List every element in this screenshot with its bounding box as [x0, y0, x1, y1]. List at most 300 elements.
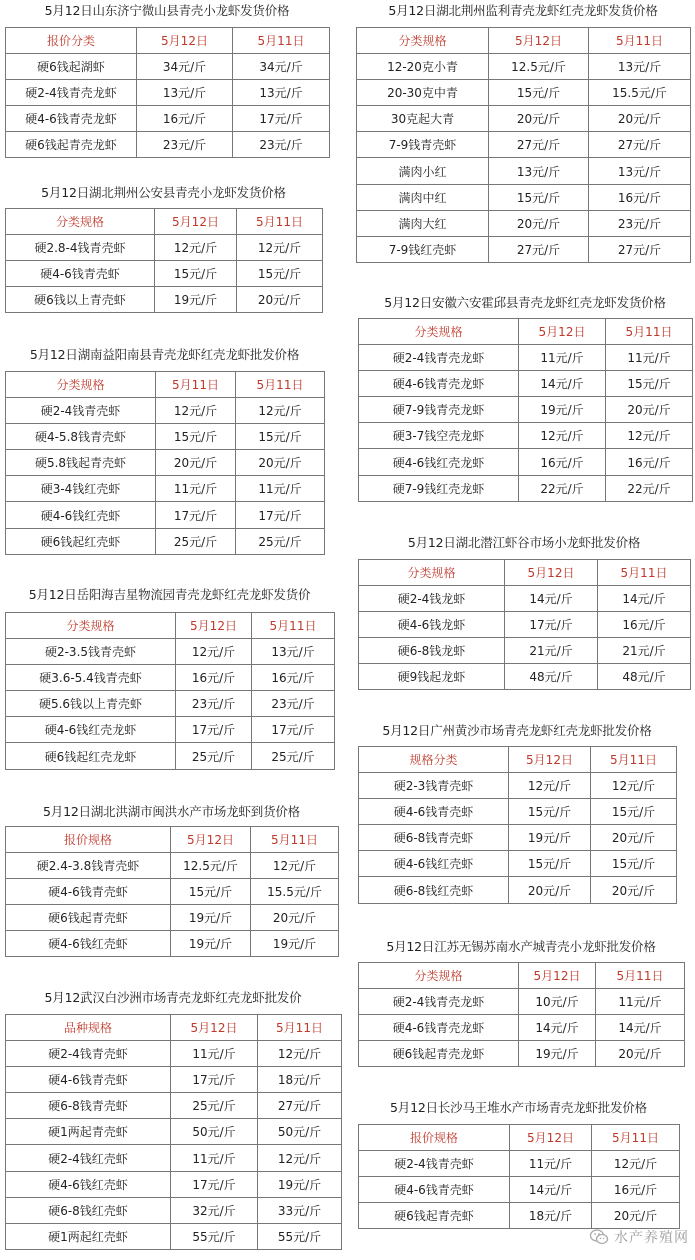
spec-cell: 硬4-6钱红壳虾 [6, 1171, 171, 1197]
table-row [359, 773, 677, 799]
table-row [6, 853, 339, 879]
price-cell: 17元/斤 [156, 502, 236, 528]
price-cell: 20元/斤 [251, 905, 339, 931]
price-cell: 20元/斤 [237, 287, 323, 313]
table-row [6, 54, 330, 80]
table-row [6, 905, 339, 931]
spec-cell: 硬2-3钱青壳虾 [359, 773, 509, 799]
price-cell: 14元/斤 [519, 1015, 596, 1041]
spec-cell: 硬1两起红壳虾 [6, 1223, 171, 1249]
table-row [359, 664, 691, 690]
column-header: 5月12日 [489, 28, 589, 54]
table-row [357, 184, 691, 210]
price-cell: 20元/斤 [591, 825, 677, 851]
spec-cell: 硬4-6钱红壳龙虾 [6, 717, 176, 743]
table-header-row [6, 28, 330, 54]
price-cell: 15元/斤 [591, 799, 677, 825]
price-cell: 12元/斤 [176, 639, 252, 665]
spec-cell: 硬6钱起青壳虾 [6, 905, 171, 931]
price-cell: 20元/斤 [509, 877, 591, 903]
price-cell: 19元/斤 [519, 397, 606, 423]
table-row [359, 612, 691, 638]
price-cell: 14元/斤 [510, 1177, 592, 1203]
price-cell: 12元/斤 [156, 398, 236, 424]
spec-cell: 硬6-8钱青壳虾 [6, 1093, 171, 1119]
price-cell: 34元/斤 [137, 54, 233, 80]
table-row [6, 528, 325, 554]
price-cell: 15元/斤 [156, 424, 236, 450]
price-cell: 18元/斤 [258, 1067, 342, 1093]
spec-cell: 硬3-7钱空壳龙虾 [359, 423, 519, 449]
watermark [589, 1226, 689, 1248]
spec-cell: 硬4-6钱青壳虾 [6, 879, 171, 905]
price-cell: 21元/斤 [505, 638, 598, 664]
price-cell: 11元/斤 [171, 1145, 258, 1171]
price-cell: 17元/斤 [171, 1171, 258, 1197]
column-header: 分类规格 [359, 319, 519, 345]
price-cell: 19元/斤 [509, 825, 591, 851]
table-row [357, 106, 691, 132]
price-cell: 23元/斤 [176, 691, 252, 717]
spec-cell: 硬6钱起青壳龙虾 [359, 1041, 519, 1067]
table-row [6, 235, 323, 261]
price-cell: 12元/斤 [251, 853, 339, 879]
table-row [359, 423, 693, 449]
price-cell: 14元/斤 [598, 586, 691, 612]
spec-cell: 硬6-8钱龙虾 [359, 638, 505, 664]
spec-cell: 硬2.4-3.8钱青壳虾 [6, 853, 171, 879]
spec-cell: 硬6钱起红壳虾 [6, 528, 156, 554]
table-header-row [6, 1015, 342, 1041]
table-row [6, 261, 323, 287]
table-row [6, 476, 325, 502]
price-cell: 23元/斤 [233, 132, 330, 158]
price-cell: 27元/斤 [489, 132, 589, 158]
price-cell: 19元/斤 [251, 931, 339, 957]
price-table [5, 371, 325, 555]
table-row [359, 397, 693, 423]
price-cell: 21元/斤 [598, 638, 691, 664]
table-row [359, 1015, 685, 1041]
table-row [6, 1067, 342, 1093]
spec-cell: 满肉小红 [357, 158, 489, 184]
price-table [358, 559, 691, 690]
table-row [6, 1145, 342, 1171]
price-cell: 20元/斤 [236, 450, 325, 476]
column-header: 5月11日 [237, 209, 323, 235]
price-cell: 25元/斤 [252, 743, 335, 769]
spec-cell: 满肉中红 [357, 184, 489, 210]
price-cell: 19元/斤 [171, 905, 251, 931]
table-row [6, 1093, 342, 1119]
price-cell: 11元/斤 [236, 476, 325, 502]
column-header: 5月12日 [510, 1125, 592, 1151]
price-cell: 22元/斤 [519, 475, 606, 501]
table-row [6, 691, 335, 717]
table-row [357, 54, 691, 80]
column-header: 5月12日 [505, 560, 598, 586]
column-header: 5月11日 [598, 560, 691, 586]
spec-cell: 硬2-4钱青壳龙虾 [359, 989, 519, 1015]
column-header: 5月11日 [589, 28, 691, 54]
spec-cell: 硬6钱起青壳龙虾 [6, 132, 137, 158]
price-cell: 25元/斤 [156, 528, 236, 554]
column-header: 分类规格 [357, 28, 489, 54]
price-cell: 11元/斤 [519, 345, 606, 371]
spec-cell: 硬4-6钱青壳虾 [359, 1177, 510, 1203]
price-cell: 16元/斤 [176, 665, 252, 691]
spec-cell: 硬5.6钱以上青壳虾 [6, 691, 176, 717]
spec-cell: 20-30克中青 [357, 80, 489, 106]
column-header: 分类规格 [359, 963, 519, 989]
table-row [359, 371, 693, 397]
price-cell: 34元/斤 [233, 54, 330, 80]
table-header-row [359, 747, 677, 773]
spec-cell: 硬4-6钱青壳虾 [359, 799, 509, 825]
price-cell: 20元/斤 [591, 877, 677, 903]
column-header: 分类规格 [6, 613, 176, 639]
price-cell: 55元/斤 [258, 1223, 342, 1249]
spec-cell: 30克起大青 [357, 106, 489, 132]
table-row [6, 1119, 342, 1145]
table-row [6, 502, 325, 528]
table-row [359, 638, 691, 664]
price-cell: 13元/斤 [233, 80, 330, 106]
price-cell: 16元/斤 [519, 449, 606, 475]
spec-cell: 硬4-6钱青壳虾 [6, 1067, 171, 1093]
column-header: 5月12日 [171, 1015, 258, 1041]
price-cell: 12元/斤 [236, 398, 325, 424]
table-row [359, 449, 693, 475]
table-title: 5月12日湖北荆州公安县青壳小龙虾发货价格 [41, 185, 286, 200]
spec-cell: 硬1两起青壳虾 [6, 1119, 171, 1145]
spec-cell: 7-9钱红壳虾 [357, 236, 489, 262]
column-header: 报价规格 [6, 827, 171, 853]
price-cell: 15元/斤 [489, 184, 589, 210]
column-header: 分类规格 [6, 372, 156, 398]
column-header: 5月11日 [251, 827, 339, 853]
spec-cell: 硬2-4钱青壳龙虾 [6, 80, 137, 106]
price-cell: 10元/斤 [519, 989, 596, 1015]
price-table [358, 318, 693, 502]
table-title: 5月12日长沙马王堆水产市场青壳龙虾批发价格 [390, 1100, 647, 1115]
spec-cell: 硬6-8钱红壳虾 [359, 877, 509, 903]
price-cell: 12元/斤 [519, 423, 606, 449]
column-header: 5月12日 [519, 963, 596, 989]
price-cell: 14元/斤 [596, 1015, 685, 1041]
table-title: 5月12武汉白沙洲市场青壳龙虾红壳龙虾批发价 [44, 990, 302, 1005]
spec-cell: 硬2.8-4钱青壳虾 [6, 235, 155, 261]
price-cell: 11元/斤 [171, 1041, 258, 1067]
price-cell: 15.5元/斤 [589, 80, 691, 106]
price-cell: 16元/斤 [592, 1177, 680, 1203]
column-header: 5月11日 [252, 613, 335, 639]
price-cell: 23元/斤 [137, 132, 233, 158]
column-header: 5月11日 [596, 963, 685, 989]
price-cell: 15元/斤 [509, 851, 591, 877]
table-row [359, 1177, 680, 1203]
column-header: 5月12日 [171, 827, 251, 853]
column-header: 5月11日 [236, 372, 325, 398]
table-title: 5月12日安徽六安霍邱县青壳龙虾红壳龙虾发货价格 [384, 295, 666, 310]
table-title: 5月12日湖北洪湖市闽洪水产市场龙虾到货价格 [43, 804, 300, 819]
price-cell: 15元/斤 [236, 424, 325, 450]
price-cell: 16元/斤 [137, 106, 233, 132]
price-cell: 15元/斤 [606, 371, 693, 397]
price-cell: 15元/斤 [489, 80, 589, 106]
table-row [357, 236, 691, 262]
table-row [6, 1041, 342, 1067]
table-header-row [6, 613, 335, 639]
table-row [6, 1171, 342, 1197]
table-row [359, 799, 677, 825]
price-cell: 11元/斤 [596, 989, 685, 1015]
column-header: 分类规格 [6, 209, 155, 235]
price-cell: 12元/斤 [258, 1041, 342, 1067]
spec-cell: 硬6-8钱红壳虾 [6, 1197, 171, 1223]
spec-cell: 满肉大红 [357, 210, 489, 236]
table-row [359, 1203, 680, 1229]
table-row [6, 106, 330, 132]
price-table [358, 962, 685, 1067]
column-header: 5月11日 [591, 747, 677, 773]
price-cell: 17元/斤 [236, 502, 325, 528]
table-row [6, 879, 339, 905]
table-row [6, 287, 323, 313]
price-cell: 11元/斤 [606, 345, 693, 371]
table-row [357, 210, 691, 236]
price-table [358, 1124, 680, 1229]
price-table [5, 826, 339, 957]
price-cell: 27元/斤 [258, 1093, 342, 1119]
price-cell: 15元/斤 [509, 799, 591, 825]
price-cell: 12元/斤 [591, 773, 677, 799]
watermark-text: 水产养殖网 [614, 1230, 689, 1246]
price-table [5, 612, 335, 770]
table-row [359, 851, 677, 877]
table-row [6, 398, 325, 424]
price-cell: 16元/斤 [252, 665, 335, 691]
spec-cell: 硬6钱起青壳虾 [359, 1203, 510, 1229]
column-header: 5月12日 [176, 613, 252, 639]
price-cell: 12元/斤 [155, 235, 237, 261]
table-title: 5月12日江苏无锡苏南水产城青壳小龙虾批发价格 [386, 939, 656, 954]
table-row [359, 1041, 685, 1067]
price-table [5, 1014, 342, 1250]
price-cell: 20元/斤 [156, 450, 236, 476]
table-row [6, 80, 330, 106]
column-header: 5月11日 [156, 372, 236, 398]
price-cell: 50元/斤 [258, 1119, 342, 1145]
spec-cell: 硬2-4钱龙虾 [359, 586, 505, 612]
price-cell: 12元/斤 [592, 1151, 680, 1177]
price-table [5, 27, 330, 158]
table-header-row [359, 963, 685, 989]
price-cell: 13元/斤 [137, 80, 233, 106]
table-row [359, 475, 693, 501]
price-cell: 15.5元/斤 [251, 879, 339, 905]
table-row [359, 586, 691, 612]
spec-cell: 硬2-4钱青壳虾 [359, 1151, 510, 1177]
price-cell: 20元/斤 [596, 1041, 685, 1067]
price-cell: 25元/斤 [176, 743, 252, 769]
table-row [359, 989, 685, 1015]
price-cell: 12元/斤 [237, 235, 323, 261]
spec-cell: 硬6-8钱青壳虾 [359, 825, 509, 851]
price-cell: 13元/斤 [589, 158, 691, 184]
price-cell: 23元/斤 [589, 210, 691, 236]
table-row [6, 743, 335, 769]
price-cell: 19元/斤 [258, 1171, 342, 1197]
price-cell: 20元/斤 [606, 397, 693, 423]
price-cell: 25元/斤 [236, 528, 325, 554]
spec-cell: 硬4-6钱青壳龙虾 [359, 1015, 519, 1041]
column-header: 5月11日 [592, 1125, 680, 1151]
spec-cell: 硬6钱起湖虾 [6, 54, 137, 80]
table-header-row [359, 319, 693, 345]
price-cell: 18元/斤 [510, 1203, 592, 1229]
price-cell: 48元/斤 [505, 664, 598, 690]
table-row [359, 825, 677, 851]
table-row [357, 158, 691, 184]
spec-cell: 硬4-6钱红壳龙虾 [359, 449, 519, 475]
price-cell: 12.5元/斤 [489, 54, 589, 80]
table-row [359, 345, 693, 371]
table-header-row [6, 827, 339, 853]
spec-cell: 硬4-6钱红壳虾 [6, 931, 171, 957]
spec-cell: 硬4-6钱青壳龙虾 [359, 371, 519, 397]
column-header: 报价分类 [6, 28, 137, 54]
price-cell: 15元/斤 [171, 879, 251, 905]
table-row [6, 665, 335, 691]
table-title: 5月12日湖北潜江虾谷市场小龙虾批发价格 [407, 535, 641, 550]
column-header: 5月11日 [233, 28, 330, 54]
price-cell: 33元/斤 [258, 1197, 342, 1223]
table-row [357, 132, 691, 158]
column-header: 报价规格 [359, 1125, 510, 1151]
price-cell: 20元/斤 [489, 210, 589, 236]
table-title: 5月12日湖北荆州监利青壳龙虾红壳龙虾发货价格 [388, 3, 658, 18]
spec-cell: 硬6钱起红壳龙虾 [6, 743, 176, 769]
spec-cell: 硬3.6-5.4钱青壳虾 [6, 665, 176, 691]
price-cell: 17元/斤 [176, 717, 252, 743]
table-row [6, 132, 330, 158]
price-cell: 12元/斤 [606, 423, 693, 449]
column-header: 规格分类 [359, 747, 509, 773]
spec-cell: 硬9钱起龙虾 [359, 664, 505, 690]
price-cell: 12.5元/斤 [171, 853, 251, 879]
price-cell: 20元/斤 [592, 1203, 680, 1229]
table-header-row [6, 372, 325, 398]
price-cell: 13元/斤 [589, 54, 691, 80]
price-cell: 14元/斤 [519, 371, 606, 397]
table-row [6, 1197, 342, 1223]
spec-cell: 硬3-4钱红壳虾 [6, 476, 156, 502]
table-header-row [359, 560, 691, 586]
spec-cell: 硬4-5.8钱青壳虾 [6, 424, 156, 450]
price-cell: 50元/斤 [171, 1119, 258, 1145]
table-row [6, 1223, 342, 1249]
column-header: 5月12日 [137, 28, 233, 54]
spec-cell: 7-9钱青壳虾 [357, 132, 489, 158]
column-header: 品种规格 [6, 1015, 171, 1041]
price-cell: 17元/斤 [252, 717, 335, 743]
price-cell: 27元/斤 [489, 236, 589, 262]
spec-cell: 12-20克小青 [357, 54, 489, 80]
price-cell: 19元/斤 [519, 1041, 596, 1067]
price-cell: 48元/斤 [598, 664, 691, 690]
spec-cell: 硬7-9钱青壳龙虾 [359, 397, 519, 423]
wechat-icon [589, 1227, 609, 1247]
price-cell: 23元/斤 [252, 691, 335, 717]
table-row [357, 80, 691, 106]
price-cell: 25元/斤 [171, 1093, 258, 1119]
price-cell: 11元/斤 [510, 1151, 592, 1177]
table-row [359, 877, 677, 903]
table-row [6, 424, 325, 450]
spec-cell: 硬5.8钱起青壳虾 [6, 450, 156, 476]
price-cell: 27元/斤 [589, 132, 691, 158]
price-cell: 55元/斤 [171, 1223, 258, 1249]
price-cell: 13元/斤 [489, 158, 589, 184]
spec-cell: 硬4-6钱红壳虾 [6, 502, 156, 528]
price-table [358, 746, 677, 904]
table-header-row [359, 1125, 680, 1151]
price-cell: 13元/斤 [252, 639, 335, 665]
price-cell: 15元/斤 [155, 261, 237, 287]
table-title: 5月12日广州黄沙市场青壳龙虾红壳龙虾批发价格 [382, 723, 652, 738]
price-cell: 12元/斤 [509, 773, 591, 799]
price-cell: 12元/斤 [258, 1145, 342, 1171]
column-header: 5月11日 [258, 1015, 342, 1041]
price-cell: 17元/斤 [233, 106, 330, 132]
price-cell: 19元/斤 [155, 287, 237, 313]
column-header: 5月12日 [519, 319, 606, 345]
table-row [6, 931, 339, 957]
price-cell: 16元/斤 [589, 184, 691, 210]
table-header-row [6, 209, 323, 235]
table-header-row [357, 28, 691, 54]
table-title: 5月12日岳阳海吉星物流园青壳龙虾红壳龙虾发货价 [28, 587, 311, 602]
spec-cell: 硬4-6钱龙虾 [359, 612, 505, 638]
spec-cell: 硬7-9钱红壳龙虾 [359, 475, 519, 501]
price-cell: 22元/斤 [606, 475, 693, 501]
spec-cell: 硬4-6钱青壳龙虾 [6, 106, 137, 132]
spec-cell: 硬6钱以上青壳虾 [6, 287, 155, 313]
spec-cell: 硬2-3.5钱青壳虾 [6, 639, 176, 665]
price-cell: 19元/斤 [171, 931, 251, 957]
price-cell: 16元/斤 [606, 449, 693, 475]
price-cell: 11元/斤 [156, 476, 236, 502]
spec-cell: 硬4-6钱红壳虾 [359, 851, 509, 877]
price-cell: 16元/斤 [598, 612, 691, 638]
price-cell: 17元/斤 [505, 612, 598, 638]
spec-cell: 硬2-4钱青壳虾 [6, 1041, 171, 1067]
price-cell: 15元/斤 [591, 851, 677, 877]
column-header: 5月11日 [606, 319, 693, 345]
price-table [356, 27, 691, 263]
price-cell: 20元/斤 [489, 106, 589, 132]
price-cell: 14元/斤 [505, 586, 598, 612]
table-title: 5月12日湖南益阳南县青壳龙虾红壳龙虾批发价格 [29, 347, 300, 362]
table-title: 5月12日山东济宁微山县青壳小龙虾发货价格 [44, 3, 290, 18]
table-row [6, 450, 325, 476]
price-cell: 32元/斤 [171, 1197, 258, 1223]
price-cell: 27元/斤 [589, 236, 691, 262]
table-row [359, 1151, 680, 1177]
column-header: 5月12日 [509, 747, 591, 773]
column-header: 分类规格 [359, 560, 505, 586]
